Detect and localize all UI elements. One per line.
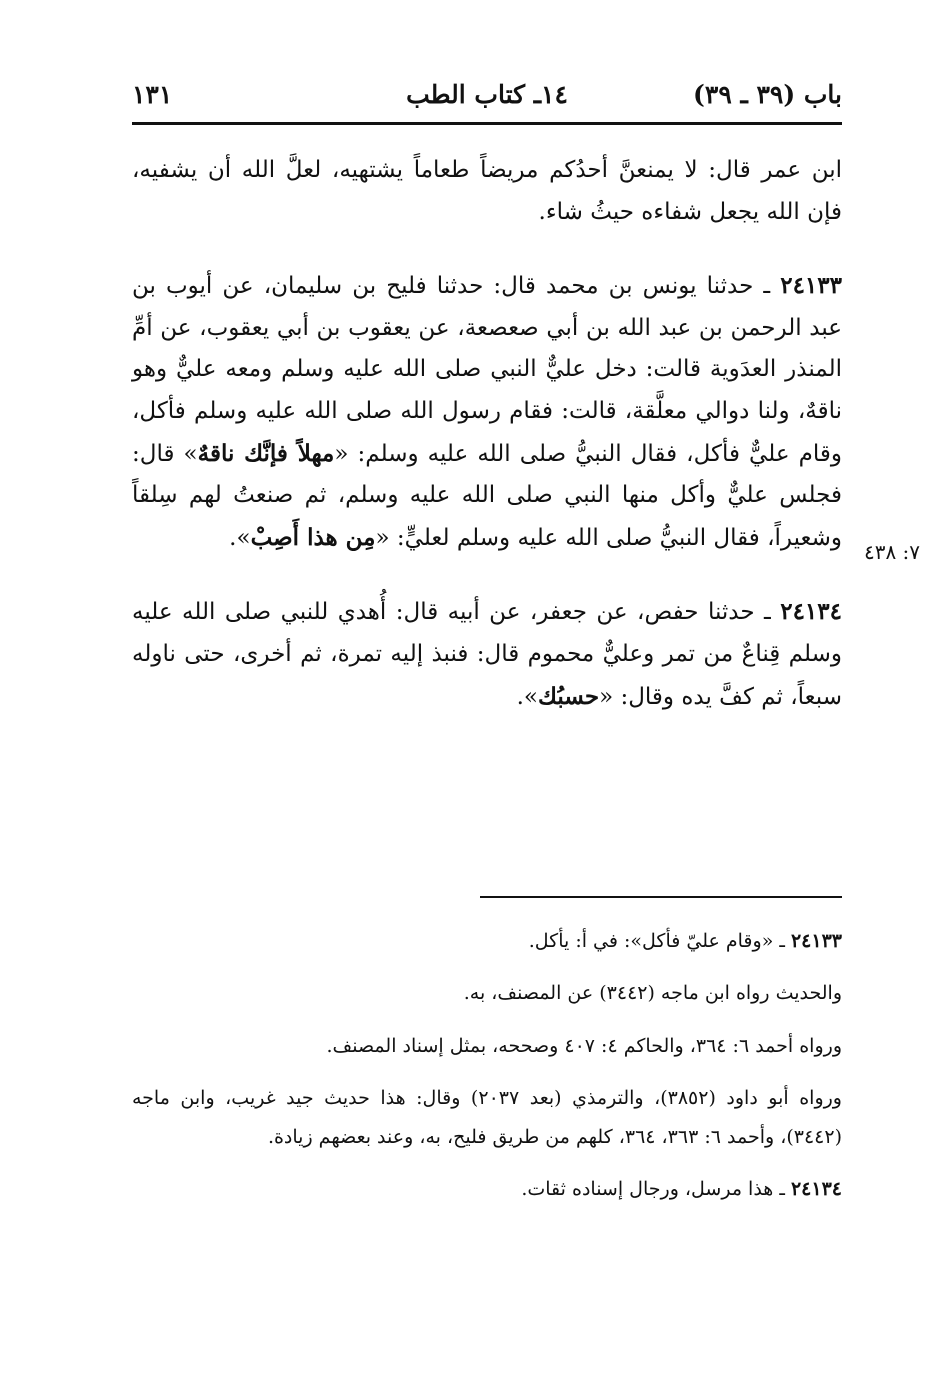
footnote-text: ـ هذا مرسل، ورجال إسناده ثقات. [521,1178,791,1201]
footnote [132,922,842,960]
footnote [132,1170,842,1208]
hadith-text: ـ حدثنا يونس بن محمد قال: حدثنا فليح بن سليمان، عن أيوب بن عبد الرحمن بن عبد الله بن أبي صعصعة، عن يعقوب بن أبي يعقوب، عن أمِّ المنذر العدَوية قالت: دخل عليٌّ النبي صلى الله عليه وسلم ومعه عليٌّ وهو ناقهٌ، ولنا دوالي معلَّقة، قالت: فقام رسول الله صلى الله عليه وسلم فأكل، وقام عليٌّ فأكل، فقال النبيُّ صلى الله عليه وسلم: « [132,273,842,467]
hadith-quote: مهلاً فإنَّك ناقهٌ [197,439,335,467]
hadith-quote: حسبُك [538,682,600,710]
footnote-text: ـ «وقام عليّ فأكل»: في أ: يأكل. [528,930,791,952]
hadith-24133 [132,265,842,559]
hadith-text: ». [229,524,251,551]
page-number: ١٣١ [132,80,173,109]
margin-reference: ٧: ٤٣٨ [863,540,921,564]
book-title: ١٤ـ كتاب الطب [406,80,568,109]
footnotes [132,922,842,1222]
hadith-text: ـ حدثنا حفص، عن جعفر، عن أبيه قال: أُهدي للنبي صلى الله عليه وسلم قِناعٌ من تمر وعليٌّ محموم قال: فنبذ إليه تمرة، ثم أخرى، حتى ناوله سبعاً، ثم كفَّ يده وقال: « [132,599,842,710]
footnote-rule [480,896,842,898]
main-text [132,150,842,750]
footnote-number: ٢٤١٣٣ [790,930,842,952]
hadith-text: » قال: فجلس عليٌّ وأكل منها النبي صلى الله عليه وسلم، ثم صنعتُ لهم سِلقاً وشعيراً، فقال النبيُّ صلى الله عليه وسلم لعليٍّ: « [132,440,842,551]
hadith-number: ٢٤١٣٤ [780,598,842,626]
hadith-quote: مِن هذا أَصِبْ [250,523,376,551]
chapter-heading: باب (٣٩ ـ ٣٩) [693,80,842,109]
header-rule [132,122,842,125]
footnote: والحديث رواه ابن ماجه (٣٤٤٢) عن المصنف، به. [463,982,842,1005]
paragraph-continuation: ابن عمر قال: لا يمنعنَّ أحدُكم مريضاً طعاماً يشتهيه، لعلَّ الله أن يشفيه، فإن الله يجعل شفاءه حيثُ شاء. [132,157,842,225]
hadith-24134 [132,591,842,718]
footnote: ورواه أبو داود (٣٨٥٢)، والترمذي (بعد ٢٠٣٧) وقال: هذا حديث جيد غريب، وابن ماجه (٣٤٤٢)، وأحمد ٦: ٣٦٣، ٣٦٤، كلهم من طريق فليح، به، وعند بعضهم زيادة. [132,1087,842,1148]
hadith-text: ». [516,683,538,710]
footnote-number: ٢٤١٣٤ [790,1178,842,1201]
footnote: ورواه أحمد ٦: ٣٦٤، والحاكم ٤: ٤٠٧ وصححه، بمثل إسناد المصنف. [326,1034,842,1057]
page-header [132,70,842,122]
hadith-number: ٢٤١٣٣ [780,272,842,300]
